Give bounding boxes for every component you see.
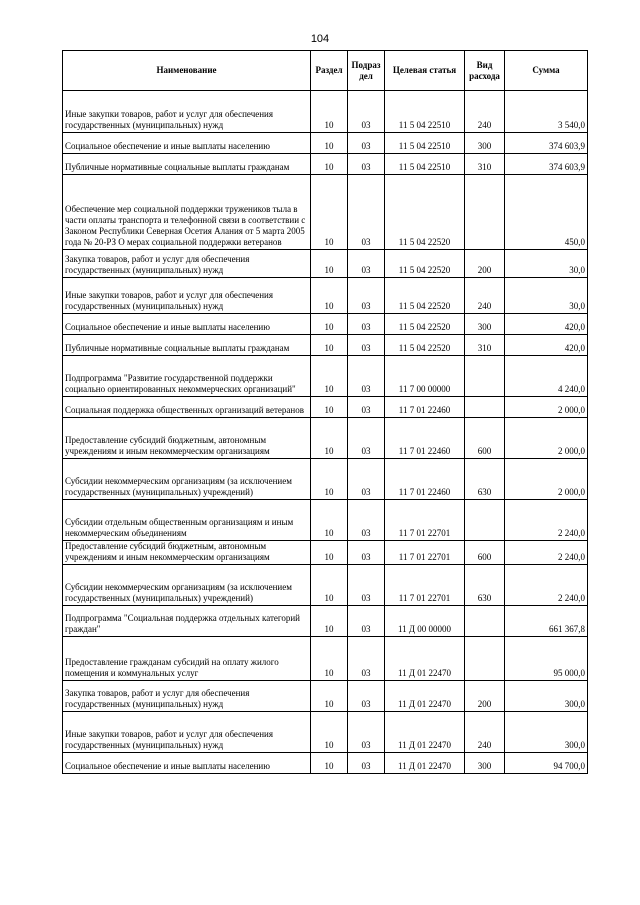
col-header-summa: Сумма: [505, 51, 588, 91]
row-statya: 11 5 04 22520: [385, 175, 465, 250]
row-podrazdel: 03: [348, 500, 385, 541]
row-name: Иные закупки товаров, работ и услуг для обеспечения государственных (муниципальных) нужд: [63, 91, 311, 133]
col-header-statya: Целевая статья: [385, 51, 465, 91]
row-summa: 420,0: [505, 335, 588, 356]
row-summa: 2 000,0: [505, 459, 588, 500]
row-name: Субсидии некоммерческим организациям (за исключением государственных (муниципальных) учреждений): [63, 459, 311, 500]
col-header-razdel: Раздел: [311, 51, 348, 91]
row-summa: 30,0: [505, 278, 588, 314]
row-vid: [465, 637, 505, 681]
row-razdel: 10: [311, 91, 348, 133]
table-row: [63, 681, 588, 712]
table-row: [63, 356, 588, 397]
row-statya: 11 7 01 22460: [385, 418, 465, 459]
row-statya: 11 7 01 22701: [385, 541, 465, 565]
table-row: [63, 541, 588, 565]
row-podrazdel: 03: [348, 753, 385, 774]
row-podrazdel: 03: [348, 541, 385, 565]
row-statya: 11 5 04 22520: [385, 335, 465, 356]
table-row: [63, 712, 588, 753]
row-podrazdel: 03: [348, 712, 385, 753]
row-razdel: 10: [311, 397, 348, 418]
row-razdel: 10: [311, 712, 348, 753]
table-row: [63, 397, 588, 418]
row-vid: [465, 606, 505, 637]
row-summa: 374 603,9: [505, 154, 588, 175]
row-statya: 11 7 01 22460: [385, 459, 465, 500]
row-vid: 600: [465, 418, 505, 459]
row-name: Предоставление гражданам субсидий на оплату жилого помещения и коммунальных услуг: [63, 637, 311, 681]
row-summa: 374 603,9: [505, 133, 588, 154]
row-podrazdel: 03: [348, 175, 385, 250]
row-statya: 11 Д 01 22470: [385, 753, 465, 774]
table-row: [63, 250, 588, 278]
row-razdel: 10: [311, 250, 348, 278]
row-statya: 11 7 01 22460: [385, 397, 465, 418]
row-razdel: 10: [311, 459, 348, 500]
row-statya: 11 Д 00 00000: [385, 606, 465, 637]
row-podrazdel: 03: [348, 154, 385, 175]
table-row: [63, 565, 588, 606]
row-summa: 2 240,0: [505, 565, 588, 606]
row-summa: 300,0: [505, 712, 588, 753]
row-razdel: 10: [311, 541, 348, 565]
row-vid: [465, 500, 505, 541]
row-vid: 630: [465, 565, 505, 606]
table-row: [63, 500, 588, 541]
row-podrazdel: 03: [348, 250, 385, 278]
row-statya: 11 7 00 00000: [385, 356, 465, 397]
row-podrazdel: 03: [348, 356, 385, 397]
row-razdel: 10: [311, 278, 348, 314]
row-podrazdel: 03: [348, 606, 385, 637]
row-podrazdel: 03: [348, 418, 385, 459]
row-statya: 11 5 04 22510: [385, 154, 465, 175]
table-row: [63, 278, 588, 314]
row-summa: 4 240,0: [505, 356, 588, 397]
row-podrazdel: 03: [348, 637, 385, 681]
row-razdel: 10: [311, 154, 348, 175]
row-vid: 200: [465, 250, 505, 278]
row-name: Закупка товаров, работ и услуг для обеспечения государственных (муниципальных) нужд: [63, 250, 311, 278]
table-row: [63, 418, 588, 459]
row-name: Социальное обеспечение и иные выплаты населению: [63, 314, 311, 335]
row-vid: 200: [465, 681, 505, 712]
row-summa: 450,0: [505, 175, 588, 250]
row-razdel: 10: [311, 681, 348, 712]
row-statya: 11 7 01 22701: [385, 565, 465, 606]
row-name: Обеспечение мер социальной поддержки тружеников тыла в части оплаты транспорта и телефонной связи в соответствии с Законом Республики Северная Осетия Алания от 5 марта 2005 года № 20-РЗ О мерах социальной поддержки ветеранов: [63, 175, 311, 250]
row-razdel: 10: [311, 356, 348, 397]
row-vid: 310: [465, 154, 505, 175]
page-number: 104: [310, 33, 330, 45]
row-vid: 600: [465, 541, 505, 565]
col-header-podrazdel: Подраз дел: [348, 51, 385, 91]
row-summa: 2 240,0: [505, 500, 588, 541]
row-name: Публичные нормативные социальные выплаты гражданам: [63, 335, 311, 356]
row-vid: 240: [465, 278, 505, 314]
table-row: [63, 314, 588, 335]
row-razdel: 10: [311, 133, 348, 154]
table-row: [63, 175, 588, 250]
row-razdel: 10: [311, 753, 348, 774]
table-row: [63, 753, 588, 774]
table-row: [63, 133, 588, 154]
row-statya: 11 5 04 22520: [385, 250, 465, 278]
row-name: Подпрограмма "Развитие государственной поддержки социально ориентированных некоммерческих организаций": [63, 356, 311, 397]
row-name: Публичные нормативные социальные выплаты гражданам: [63, 154, 311, 175]
table-row: [63, 335, 588, 356]
col-header-vid: Вид расхода: [465, 51, 505, 91]
table-row: [63, 637, 588, 681]
row-podrazdel: 03: [348, 133, 385, 154]
row-razdel: 10: [311, 637, 348, 681]
row-podrazdel: 03: [348, 397, 385, 418]
row-vid: 300: [465, 314, 505, 335]
row-vid: 300: [465, 133, 505, 154]
row-razdel: 10: [311, 314, 348, 335]
row-name: Субсидии отдельным общественным организациям и иным некоммерческим объединениям: [63, 500, 311, 541]
table-row: [63, 91, 588, 133]
row-statya: 11 5 04 22520: [385, 278, 465, 314]
row-vid: [465, 356, 505, 397]
row-razdel: 10: [311, 418, 348, 459]
row-statya: 11 5 04 22510: [385, 91, 465, 133]
row-summa: 2 000,0: [505, 418, 588, 459]
row-statya: 11 Д 01 22470: [385, 637, 465, 681]
row-razdel: 10: [311, 565, 348, 606]
row-vid: [465, 175, 505, 250]
row-vid: 310: [465, 335, 505, 356]
budget-table: [62, 50, 588, 774]
row-name: Иные закупки товаров, работ и услуг для обеспечения государственных (муниципальных) нужд: [63, 712, 311, 753]
row-podrazdel: 03: [348, 565, 385, 606]
row-name: Предоставление субсидий бюджетным, автономным учреждениям и иным некоммерческим организациям: [63, 541, 311, 565]
row-razdel: 10: [311, 500, 348, 541]
row-name: Социальная поддержка общественных организаций ветеранов: [63, 397, 311, 418]
row-vid: 240: [465, 712, 505, 753]
row-summa: 420,0: [505, 314, 588, 335]
row-summa: 30,0: [505, 250, 588, 278]
row-vid: 630: [465, 459, 505, 500]
row-summa: 300,0: [505, 681, 588, 712]
row-summa: 94 700,0: [505, 753, 588, 774]
row-podrazdel: 03: [348, 314, 385, 335]
row-vid: 300: [465, 753, 505, 774]
row-vid: 240: [465, 91, 505, 133]
row-summa: 661 367,8: [505, 606, 588, 637]
row-name: Подпрограмма "Социальная поддержка отдельных категорий граждан": [63, 606, 311, 637]
row-name: Предоставление субсидий бюджетным, автономным учреждениям и иным некоммерческим организациям: [63, 418, 311, 459]
row-summa: 95 000,0: [505, 637, 588, 681]
row-summa: 2 000,0: [505, 397, 588, 418]
row-vid: [465, 397, 505, 418]
row-podrazdel: 03: [348, 91, 385, 133]
row-name: Социальное обеспечение и иные выплаты населению: [63, 753, 311, 774]
row-statya: 11 7 01 22701: [385, 500, 465, 541]
row-podrazdel: 03: [348, 278, 385, 314]
row-razdel: 10: [311, 606, 348, 637]
col-header-name: Наименование: [63, 51, 311, 91]
row-summa: 2 240,0: [505, 541, 588, 565]
row-razdel: 10: [311, 175, 348, 250]
row-statya: 11 5 04 22510: [385, 133, 465, 154]
row-statya: 11 5 04 22520: [385, 314, 465, 335]
row-statya: 11 Д 01 22470: [385, 681, 465, 712]
table-row: [63, 459, 588, 500]
table-header-row: [63, 51, 588, 91]
table-row: [63, 606, 588, 637]
table-row: [63, 154, 588, 175]
row-name: Социальное обеспечение и иные выплаты населению: [63, 133, 311, 154]
row-razdel: 10: [311, 335, 348, 356]
row-statya: 11 Д 01 22470: [385, 712, 465, 753]
row-name: Закупка товаров, работ и услуг для обеспечения государственных (муниципальных) нужд: [63, 681, 311, 712]
row-podrazdel: 03: [348, 335, 385, 356]
row-podrazdel: 03: [348, 459, 385, 500]
row-name: Иные закупки товаров, работ и услуг для обеспечения государственных (муниципальных) нужд: [63, 278, 311, 314]
row-podrazdel: 03: [348, 681, 385, 712]
row-name: Субсидии некоммерческим организациям (за исключением государственных (муниципальных) учреждений): [63, 565, 311, 606]
row-summa: 3 540,0: [505, 91, 588, 133]
